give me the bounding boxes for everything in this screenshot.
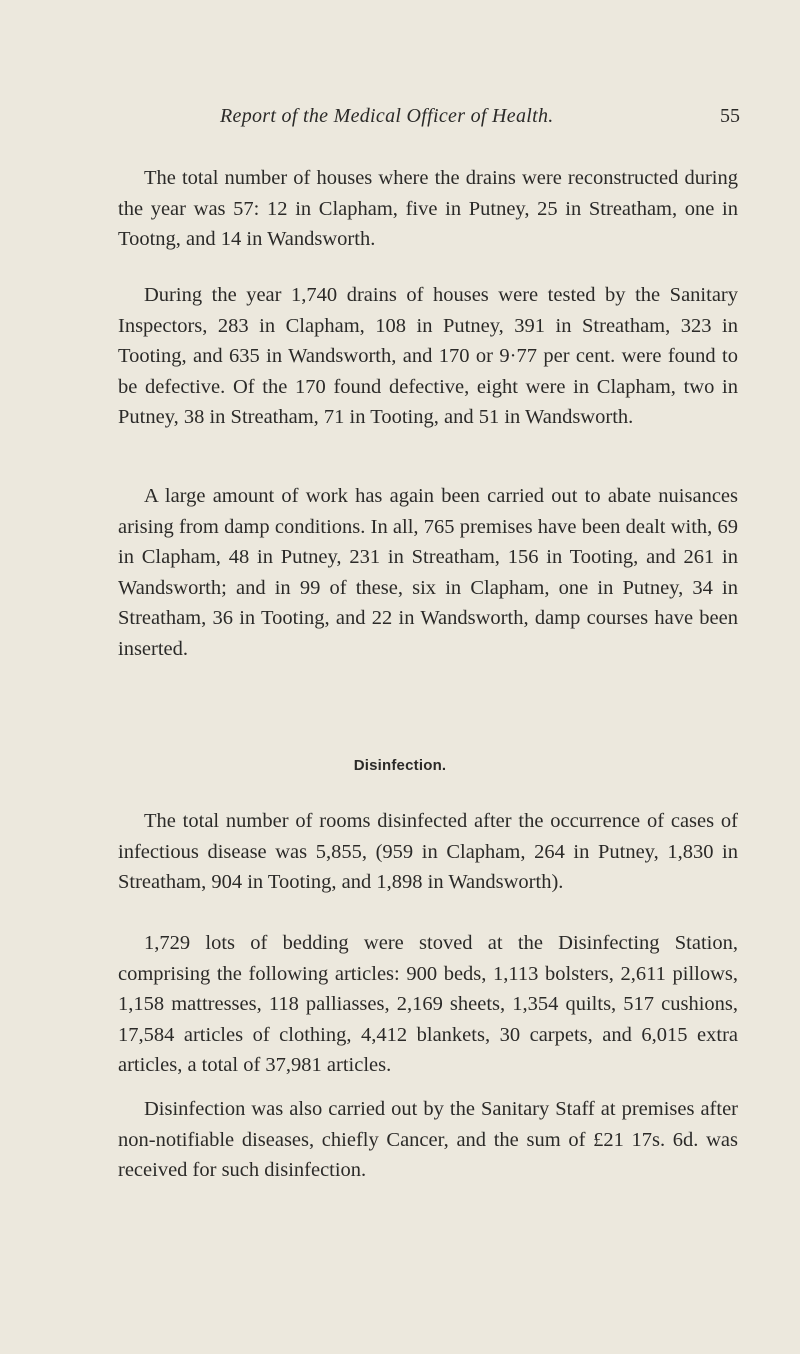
paragraph-rooms-disinfected: The total number of rooms disinfected after the occurrence of cases of infectious disease was 5,855, (959 in Clapham, 264 in Putney, 1,830 in Streatham, 904 in Tooting, and 1,898 in Wandsworth). xyxy=(118,810,738,893)
paragraph-non-notifiable: Disinfection was also carried out by the Sanitary Staff at premises after non-notifiable diseases, chiefly Cancer, and the sum of £21 17s. 6d. was received for such disinfection. xyxy=(118,1098,738,1181)
running-header xyxy=(120,105,740,135)
header-title: Report of the Medical Officer of Health. xyxy=(220,105,554,127)
section-heading-disinfection: Disinfection. xyxy=(353,757,447,774)
page-number: 55 xyxy=(720,105,740,127)
paragraph-bedding-stoved: 1,729 lots of bedding were stoved at the Disinfecting Station, comprising the following articles: 900 beds, 1,113 bolsters, 2,611 pillows, 1,158 mattresses, 118 palliasses, 2,169 sheets, 1,354 quilts, 517 cushions, 17,584 articles of clothing, 4,412 blankets, 30 carpets, and 6,015 extra articles, a total of 37,981 articles. xyxy=(118,932,738,1076)
paragraph-drains-tested: During the year 1,740 drains of houses were tested by the Sanitary Inspectors, 283 in Clapham, 108 in Putney, 391 in Streatham, 323 in Tooting, and 635 in Wandsworth, and 170 or 9·77 per cent. were found to be defective. Of the 170 found defective, eight were in Clapham, two in Putney, 38 in Streatham, 71 in Tooting, and 51 in Wandsworth. xyxy=(118,284,738,428)
paragraph-drains-reconstructed: The total number of houses where the drains were reconstructed during the year was 57: 12 in Clapham, five in Putney, 25 in Streatham, one in Tootng, and 14 in Wandsworth. xyxy=(118,167,738,250)
paragraph-damp-conditions: A large amount of work has again been carried out to abate nuisances arising from damp conditions. In all, 765 premises have been dealt with, 69 in Clapham, 48 in Putney, 231 in Streatham, 156 in Tooting, and 261 in Wandsworth; and in 99 of these, six in Clapham, one in Putney, 34 in Streatham, 36 in Tooting, and 22 in Wandsworth, damp courses have been inserted. xyxy=(118,485,738,660)
